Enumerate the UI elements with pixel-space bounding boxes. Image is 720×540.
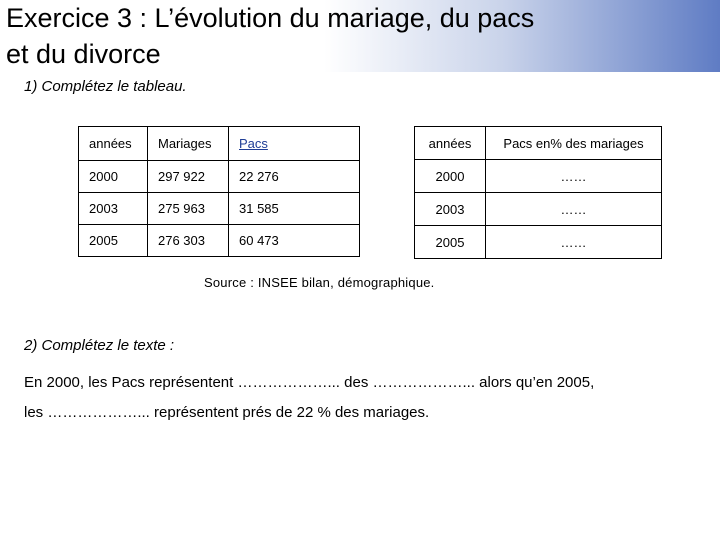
header-pacs-label: Pacs xyxy=(239,136,268,151)
table-row xyxy=(79,161,360,193)
cell-percent-blank: …… xyxy=(486,160,662,193)
table-row xyxy=(79,193,360,225)
cell-year: 2003 xyxy=(415,193,486,226)
instruction-complete-text: 2) Complétez le texte : xyxy=(24,337,175,354)
cell-year: 2005 xyxy=(79,225,148,257)
table-marriages-pacs xyxy=(78,126,360,257)
header-annees: années xyxy=(79,127,148,161)
page-title xyxy=(6,0,706,72)
cell-mariages: 297 922 xyxy=(148,161,229,193)
cell-pacs: 60 473 xyxy=(229,225,360,257)
fill-in-text-line-1: En 2000, les Pacs représentent ………………... des ………………... alors qu’en 2005, xyxy=(24,374,595,391)
cell-year: 2003 xyxy=(79,193,148,225)
source-note: Source : INSEE bilan, démographique. xyxy=(204,275,435,290)
cell-percent-blank: …… xyxy=(486,193,662,226)
cell-pacs: 22 276 xyxy=(229,161,360,193)
cell-year: 2000 xyxy=(79,161,148,193)
cell-pacs: 31 585 xyxy=(229,193,360,225)
cell-mariages: 276 303 xyxy=(148,225,229,257)
title-line-1: Exercice 3 : L’évolution du mariage, du pacs xyxy=(6,3,535,33)
cell-year: 2005 xyxy=(415,226,486,259)
header-pacs-percent: Pacs en% des mariages xyxy=(486,127,662,160)
table-row xyxy=(415,160,662,193)
table-header-row xyxy=(415,127,662,160)
instruction-complete-table: 1) Complétez le tableau. xyxy=(24,78,187,95)
cell-percent-blank: …… xyxy=(486,226,662,259)
header-annees: années xyxy=(415,127,486,160)
table-header-row xyxy=(79,127,360,161)
table-pacs-percent xyxy=(414,126,662,259)
header-mariages: Mariages xyxy=(148,127,229,161)
fill-in-text-line-2: les ………………... représentent prés de 22 % des mariages. xyxy=(24,404,430,421)
title-line-2: et du divorce xyxy=(6,39,161,69)
cell-year: 2000 xyxy=(415,160,486,193)
cell-mariages: 275 963 xyxy=(148,193,229,225)
header-pacs xyxy=(229,127,360,161)
table-row xyxy=(415,193,662,226)
table-row xyxy=(415,226,662,259)
table-row xyxy=(79,225,360,257)
